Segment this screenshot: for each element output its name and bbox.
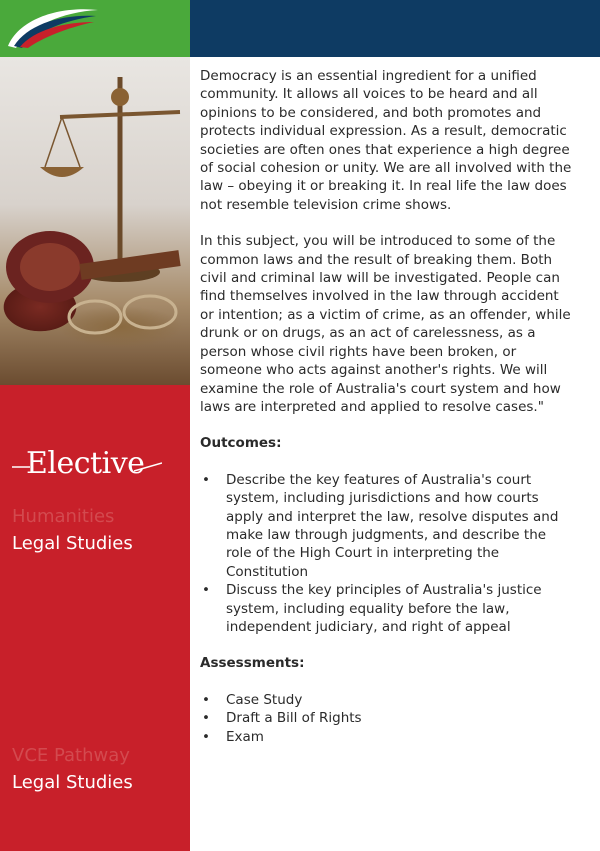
swoosh-logo-icon <box>0 0 190 57</box>
intro-paragraph: Democracy is an essential ingredient for a unified community. It allows all voices to be heard and all opinions to be considered, and both promotes and protects individual expression. As a result, democratic societies are often ones that experience a high degree of social cohesion or unity. We are all involved with the law – obeying it or breaking it. In real life the law does not resemble television crime shows. <box>200 68 572 213</box>
vce-pathway-label: VCE Pathway <box>12 745 130 766</box>
second-paragraph: In this subject, you will be introduced to some of the common laws and the result of breaking them. Both civil and criminal law will be investigated. People can find themselves involved in the law through accident or intention; as a victim of crime, as an offender, while drunk or on drugs, as an act of carelessness, as a person whose civil rights have been broken, or someone who acts against another's rights. We will examine the role of Australia's court system and how laws are interpreted and applied to resolve cases." <box>200 233 571 415</box>
vce-subject: Legal Studies <box>12 772 133 793</box>
assessments-heading: Assessments: <box>200 655 305 672</box>
humanities-subject: Legal Studies <box>12 533 133 554</box>
header-bar <box>190 0 600 57</box>
elective-badge <box>12 441 162 491</box>
assessments-list <box>200 691 572 746</box>
humanities-label: Humanities <box>12 506 115 527</box>
assessment-item: • Exam <box>200 728 572 746</box>
outcome-item: • Discuss the key principles of Australia's justice system, including equality before the law, independent judiciary, and right of appeal <box>200 581 572 636</box>
assessment-item: • Draft a Bill of Rights <box>200 709 572 727</box>
main-content <box>200 67 572 746</box>
outcome-item: • Describe the key features of Australia's court system, including jurisdictions and how courts apply and interpret the law, resolve disputes and make law through judgments, and describe the role of the High Court in interpreting the Constitution <box>200 471 572 581</box>
school-logo <box>0 0 190 57</box>
elective-label: Elective <box>26 446 145 481</box>
assessment-item: • Case Study <box>200 691 572 709</box>
scales-of-justice-photo <box>0 57 190 385</box>
outcomes-list <box>200 471 572 637</box>
outcomes-heading: Outcomes: <box>200 435 282 452</box>
scales-gavel-illustration <box>0 57 190 385</box>
